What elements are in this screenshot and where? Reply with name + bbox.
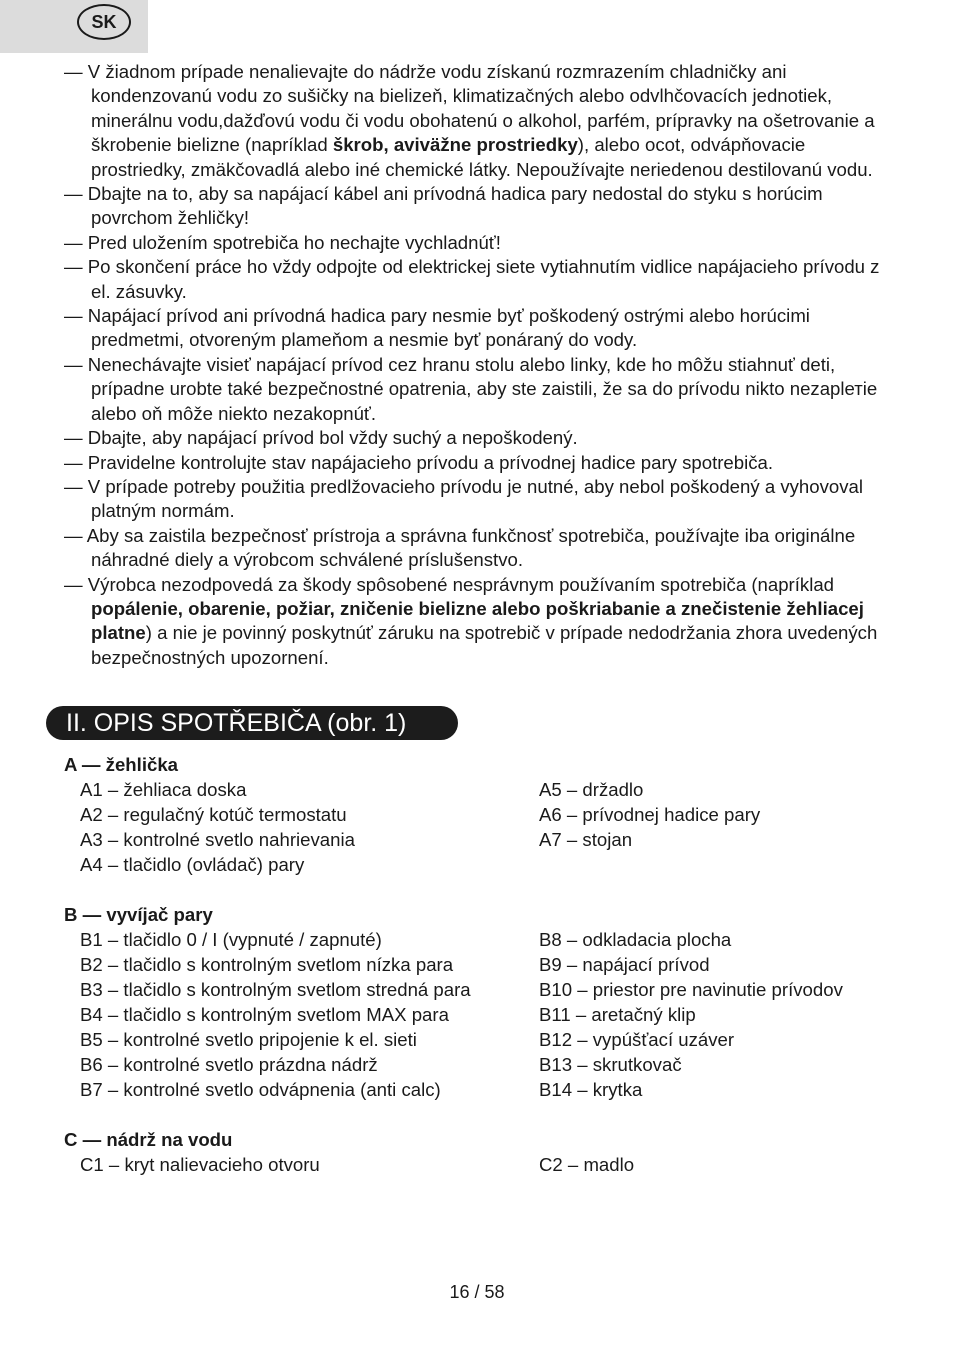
part-item: C2 – madlo xyxy=(539,1154,635,1175)
section-title: II. OPIS SPOTŘEBIČA (obr. 1) xyxy=(46,706,458,740)
part-item: B6 – kontrolné svetlo prázdna nádrž xyxy=(80,1054,378,1075)
part-item: B9 – napájací prívod xyxy=(539,954,710,975)
safety-bullet xyxy=(64,451,904,475)
part-item: B7 – kontrolné svetlo odvápnenia (anti calc) xyxy=(80,1079,441,1100)
parts-column-right xyxy=(539,1152,914,1177)
part-item: B4 – tlačidlo s kontrolným svetlom MAX para xyxy=(80,1004,449,1025)
parts-group xyxy=(64,1127,914,1177)
bullet-text: — V prípade potreby použitia predlžovacieho prívodu je nutné, aby nebol poškodený a vyhovoval platným normám. xyxy=(64,475,864,522)
part-item: B8 – odkladacia plocha xyxy=(539,929,732,950)
part-item: A1 – žehliaca doska xyxy=(80,779,247,800)
parts-column-left xyxy=(64,777,539,877)
bullet-text: — Dbajte na to, aby sa napájací kábel ani prívodná hadica pary nedostal do styku s horúcim povrchom žehličky! xyxy=(64,183,823,229)
parts-group xyxy=(64,752,914,877)
part-item: B13 – skrutkovač xyxy=(539,1054,682,1075)
bullet-text: ), alebo ocot, odvápňovacie prostriedky, zmäkčovadlá alebo iné chemické látky. Nepoužívajte neriedenou destilovanú vodu. xyxy=(91,134,873,180)
safety-bullet xyxy=(64,255,904,304)
parts-group-title: B — vyvíjač pary xyxy=(64,904,213,925)
parts-column-left xyxy=(64,1152,539,1177)
parts-column-left xyxy=(64,927,539,1102)
safety-bullet xyxy=(64,475,904,524)
parts-column-right xyxy=(539,777,914,877)
part-item: B5 – kontrolné svetlo pripojenie k el. sieti xyxy=(80,1029,417,1050)
language-tab xyxy=(0,0,148,53)
bullet-text: — Nenechávajte visieť napájací prívod cez hranu stolu alebo linky, kde ho môžu stiahnuť deti, prípadne urobte také bezpečnostné opatrenia, aby ste zaistili, že sa do prívodu nikto nezaplетie alebo oň môže niekto nezakopnúť. xyxy=(64,353,878,424)
safety-bullet xyxy=(64,304,904,353)
parts-group-title: C — nádrž na vodu xyxy=(64,1129,233,1150)
part-item: B10 – priestor pre navinutie prívodov xyxy=(539,979,843,1000)
part-item: B14 – krytka xyxy=(539,1079,643,1100)
bullet-text: — Výrobca nezodpovedá za škody spôsobené nesprávnym používaním spotrebiča (napríklad xyxy=(64,573,835,595)
bullet-text: — Napájací prívod ani prívodná hadica pary nesmie byť poškodený ostrými alebo horúcimi predmetmi, otvoreným plameňom a nesmie byť ponáraný do vody. xyxy=(64,305,810,351)
part-item: B1 – tlačidlo 0 / I (vypnuté / zapnuté) xyxy=(80,929,382,950)
bullet-text: ) a nie je povinný poskytnúť záruku na spotrebič v prípade nedodržania zhora uvedených bezpečnostných upozornení. xyxy=(91,622,878,668)
part-item: C1 – kryt nalievacieho otvoru xyxy=(80,1154,320,1175)
language-badge: SK xyxy=(77,4,131,40)
parts-list xyxy=(64,752,914,1202)
part-item: B11 – aretačný klip xyxy=(539,1004,696,1025)
safety-bullet xyxy=(64,231,904,255)
parts-group-title: A — žehlička xyxy=(64,754,179,775)
part-item: A3 – kontrolné svetlo nahrievania xyxy=(80,829,355,850)
bullet-bold-text: popálenie, obarenie, požiar, zničenie bielizne alebo poškriabanie a znečistenie žehliacej platne xyxy=(91,597,864,644)
bullet-text: — Dbajte, aby napájací prívod bol vždy suchý a nepoškodený. xyxy=(64,427,578,449)
safety-bullet xyxy=(64,426,904,450)
part-item: B12 – vypúšťací uzáver xyxy=(539,1029,735,1050)
part-item: B2 – tlačidlo s kontrolným svetlom nízka para xyxy=(80,954,454,975)
part-item: B3 – tlačidlo s kontrolným svetlom stredná para xyxy=(80,979,471,1000)
bullet-bold-text: škrob, aviväžne prostriedky xyxy=(332,134,578,156)
part-item: A4 – tlačidlo (ovládač) pary xyxy=(80,854,305,875)
part-item: A6 – prívodnej hadice pary xyxy=(539,804,761,825)
safety-bullet-list xyxy=(64,60,904,670)
part-item: A7 – stojan xyxy=(539,829,633,850)
page-number: 16 / 58 xyxy=(449,1282,505,1302)
bullet-text: — Pravidelne kontrolujte stav napájacieho prívodu a prívodnej hadice pary spotrebiča. xyxy=(64,451,774,473)
bullet-text: — V žiadnom prípade nenalievajte do nádrže vodu získanú rozmrazením chladničky ani kondenzovanú vodu zo sušičky na bielizeň, klimatizačných alebo odvlhčovacích jednotiek, minerálnu vodu,dažďovú vodu či vodu obohatenú o alkohol, parfém, prípravky na ošetrovanie a škrobenie bielizne (napríklad xyxy=(64,61,875,156)
safety-bullet xyxy=(64,573,904,671)
bullet-text: — Aby sa zaistila bezpečnosť prístroja a správna funkčnosť spotrebiča, používajte iba originálne náhradné diely a výrobcom schválené príslušenstvo. xyxy=(64,524,856,571)
part-item: A2 – regulačný kotúč termostatu xyxy=(80,804,347,825)
safety-bullet xyxy=(64,60,904,182)
bullet-text: — Po skončení práce ho vždy odpojte od elektrickej siete vytiahnutím vidlice napájacieho prívodu z el. zásuvky. xyxy=(64,256,880,302)
safety-bullet xyxy=(64,182,904,231)
parts-group xyxy=(64,902,914,1102)
part-item: A5 – držadlo xyxy=(539,779,644,800)
bullet-text: — Pred uložením spotrebiča ho nechajte vychladnúť! xyxy=(64,231,501,253)
safety-bullet xyxy=(64,524,904,573)
parts-column-right xyxy=(539,927,914,1102)
safety-bullet xyxy=(64,353,904,426)
